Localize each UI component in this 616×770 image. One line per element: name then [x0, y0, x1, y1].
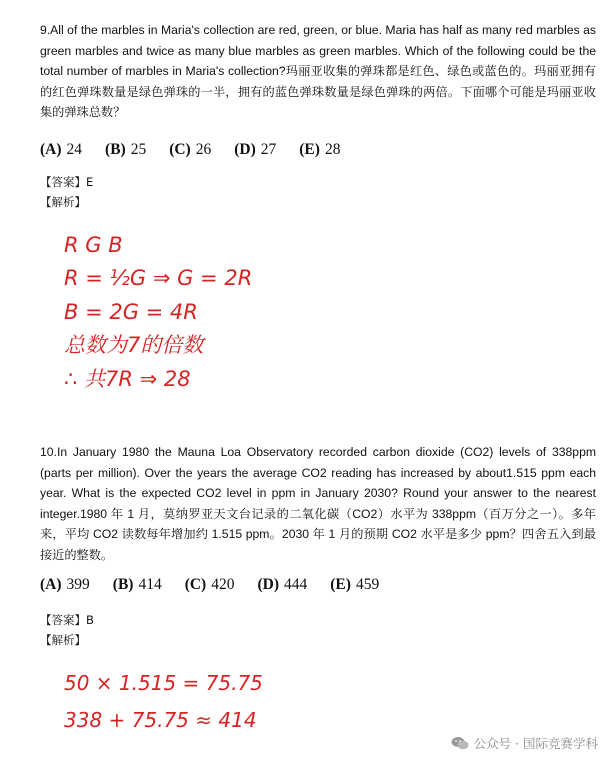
choice-e: (E) 28 [299, 141, 341, 158]
handwriting-line: B = 2G = 4R [64, 300, 198, 324]
choice-c: (C) 420 [184, 576, 235, 593]
watermark [451, 734, 598, 752]
handwriting-line: 338 + 75.75 ≈ 414 [64, 708, 257, 732]
choice-b: (B) 25 [105, 141, 147, 158]
choice-d: (D) 444 [257, 576, 308, 593]
handwriting-line: R = ½G ⇒ G = 2R [64, 266, 253, 290]
choice-c: (C) 26 [169, 141, 212, 158]
choice-e: (E) 459 [330, 576, 380, 593]
choice-b: (B) 414 [112, 576, 162, 593]
question-10-text: 10.In January 1980 the Mauna Loa Observatory recorded carbon dioxide (CO2) levels of 338ppm (parts per million). Over the years the average CO2 reading has increased by about1.515 ppm each year. What is the expected CO2 level in ppm in January 2030? Round your answer to the nearest integer.1980 年 1 月，莫纳罗亚天文台记录的二氧化碳（CO2）水平为 338ppm（百万分之一）。多年来，平均 CO2 读数每年增加约 1.515 ppm。2030 年 1 月的预期 CO2 水平是多少 ppm？四舍五入到最接近的整数。 [40, 445, 596, 562]
handwriting-line: 总数为7的倍数 [64, 333, 204, 357]
handwriting-line: R G B [64, 233, 123, 257]
analysis-label-9: 【解析】 [40, 195, 86, 209]
answer-label-10: 【答案】B [40, 613, 94, 627]
choice-a: (A) 24 [40, 141, 83, 158]
answer-label-9: 【答案】E [40, 175, 94, 189]
handwriting-line: 50 × 1.515 = 75.75 [64, 671, 263, 695]
handwriting-line: ∴ 共7R ⇒ 28 [64, 367, 191, 391]
choice-a: (A) 399 [40, 576, 90, 593]
choice-d: (D) 27 [234, 141, 277, 158]
analysis-label-10: 【解析】 [40, 633, 86, 647]
question-9-text: 9.All of the marbles in Maria's collection are red, green, or blue. Maria has half as many red marbles as green marbles and twice as many blue marbles as green marbles. Which of the following could be the total number of marbles in Maria's collection?玛丽亚收集的弹珠都是红色、绿色或蓝色的。玛丽亚拥有的红色弹珠数量是绿色弹珠的一半，拥有的蓝色弹珠数量是绿色弹珠的两倍。下面哪个可能是玛丽亚收集的弹珠总数？ [40, 23, 596, 119]
wechat-icon [451, 736, 469, 750]
watermark-text: 公众号 · 国际竞赛学科 [473, 736, 598, 751]
